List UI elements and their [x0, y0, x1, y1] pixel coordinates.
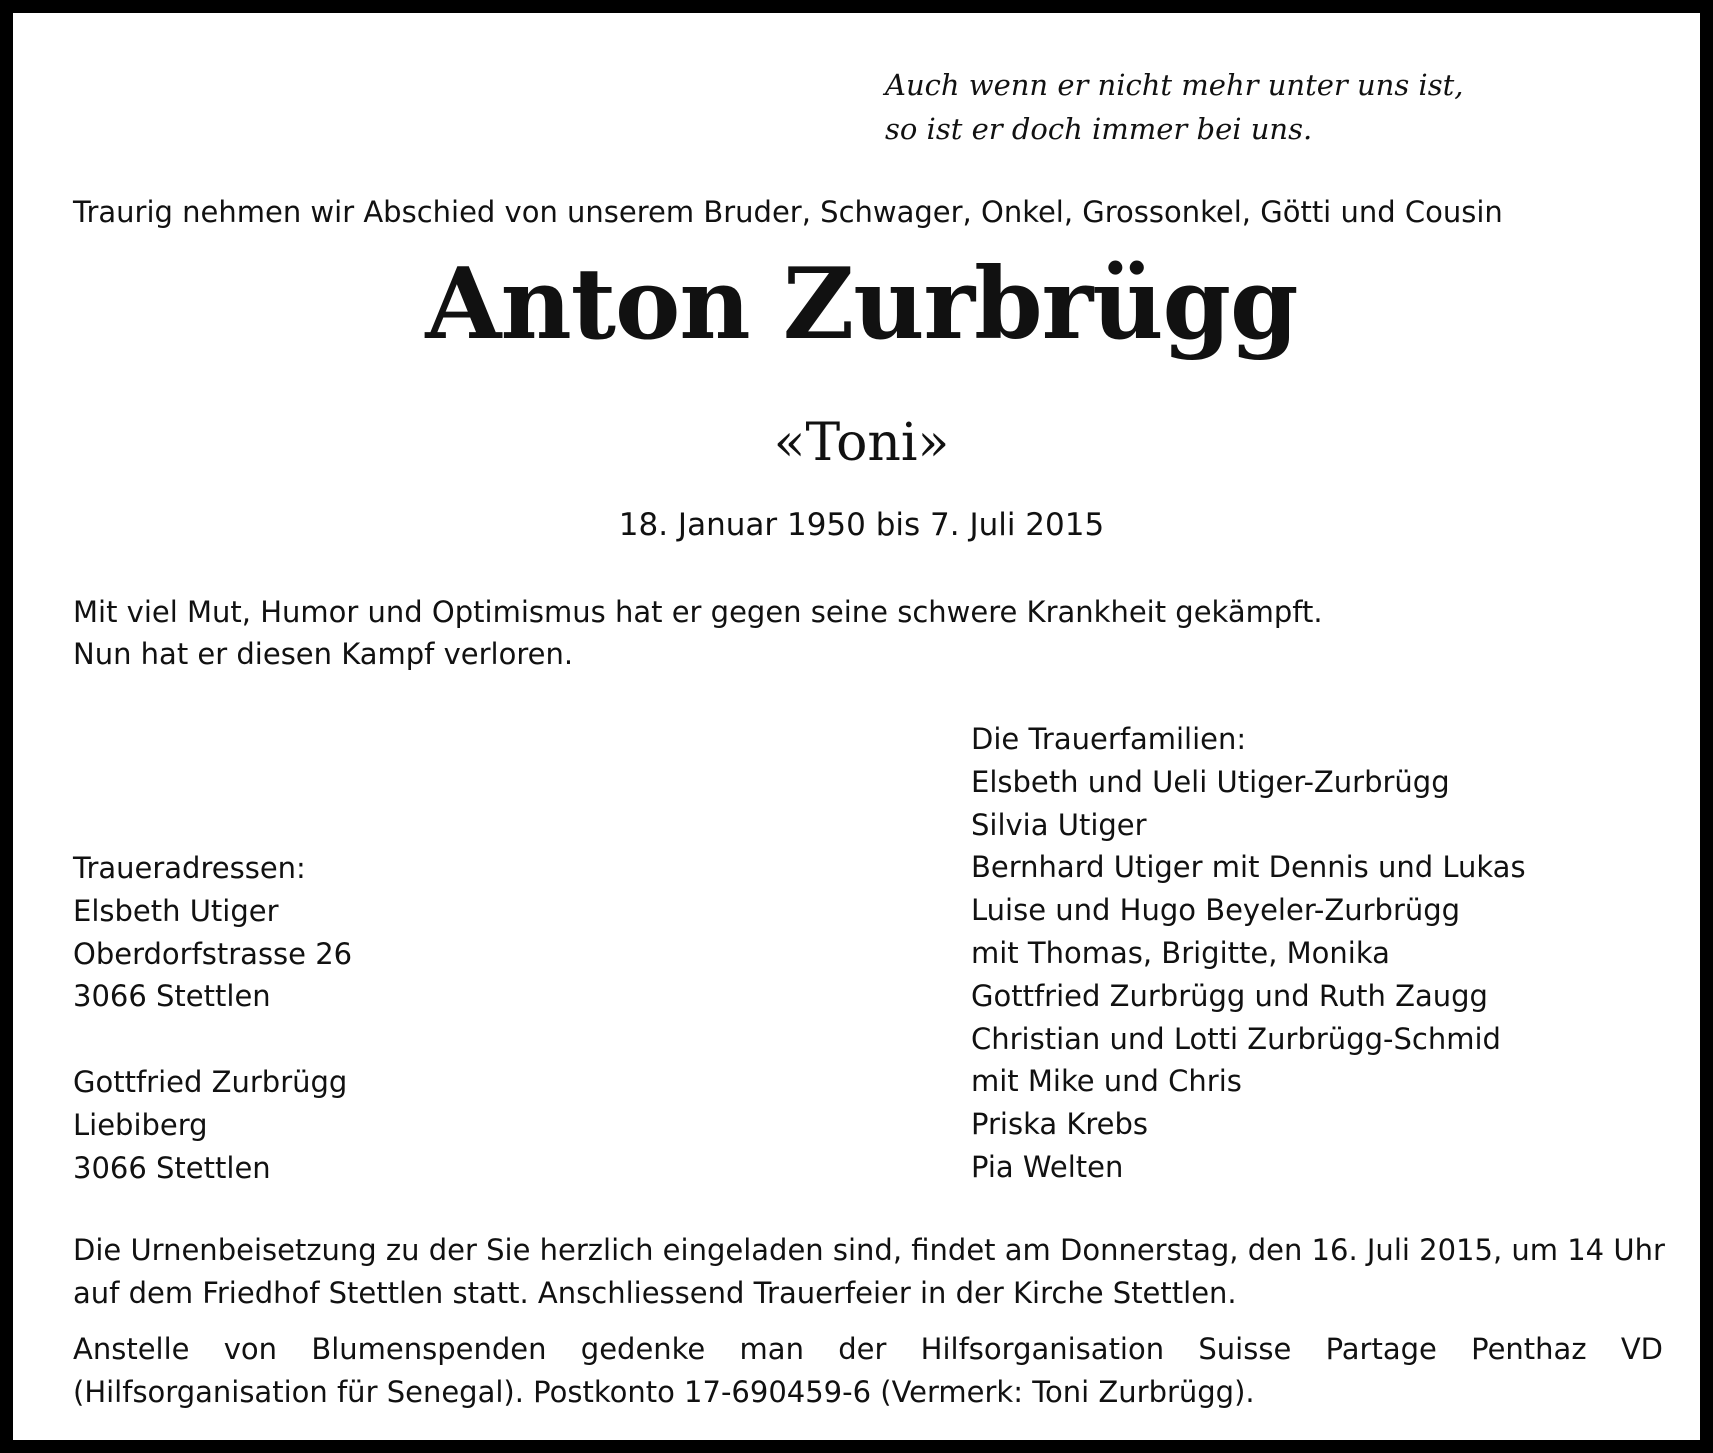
intro-text: Traurig nehmen wir Abschied von unserem Bruder, Schwager, Onkel, Grossonkel, Götti und Cousin — [73, 195, 1503, 229]
address-line: 3066 Stettlen — [73, 1150, 271, 1185]
family-line: Pia Welten — [971, 1149, 1124, 1184]
burial-line-1: Die Urnenbeisetzung zu der Sie herzlich eingeladen sind, findet am Donnerstag, den 16. Juli 2015, um 14 Uhr — [73, 1233, 1665, 1267]
motto-line-1: Auch wenn er nicht mehr unter uns ist, — [885, 68, 1464, 102]
families-heading: Die Trauerfamilien: — [971, 722, 1247, 756]
mourning-addresses — [73, 847, 352, 1190]
family-line: mit Thomas, Brigitte, Monika — [971, 935, 1390, 970]
family-line: Priska Krebs — [971, 1107, 1149, 1142]
family-line: mit Mike und Chris — [971, 1064, 1242, 1099]
tribute-line-2: Nun hat er diesen Kampf verloren. — [73, 637, 574, 671]
address-line: Gottfried Zurbrügg — [73, 1065, 348, 1100]
life-dates: 18. Januar 1950 bis 7. Juli 2015 — [618, 507, 1105, 543]
family-line: Elsbeth und Ueli Utiger-Zurbrügg — [971, 764, 1450, 799]
family-line: Gottfried Zurbrügg und Ruth Zaugg — [971, 978, 1488, 1013]
addresses-heading: Traueradressen: — [73, 851, 306, 885]
address-line: Elsbeth Utiger — [73, 893, 279, 928]
address-line: Oberdorfstrasse 26 — [73, 936, 353, 971]
mourning-families — [971, 718, 1526, 1189]
address-block-2 — [73, 1061, 352, 1189]
address-block-1 — [73, 847, 352, 1018]
family-line: Silvia Utiger — [971, 807, 1147, 842]
tribute-line-1: Mit viel Mut, Humor und Optimismus hat er gegen seine schwere Krankheit gekämpft. — [73, 595, 1323, 629]
deceased-name: Anton Zurbrügg — [425, 247, 1298, 362]
donation-line-2: (Hilfsorganisation für Senegal). Postkonto 17-690459-6 (Vermerk: Toni Zurbrügg). — [73, 1375, 1255, 1409]
motto-line-2: so ist er doch immer bei uns. — [885, 112, 1313, 146]
motto-quote — [885, 63, 1463, 151]
burial-notice — [73, 1229, 1663, 1315]
burial-line-2: auf dem Friedhof Stettlen statt. Anschliessend Trauerfeier in der Kirche Stettlen. — [73, 1276, 1237, 1310]
address-line: Liebiberg — [73, 1107, 208, 1142]
address-line: 3066 Stettlen — [73, 979, 271, 1014]
donation-notice — [73, 1328, 1663, 1414]
deceased-nickname: «Toni» — [773, 413, 950, 473]
address-spacer — [73, 1018, 352, 1061]
family-line: Christian und Lotti Zurbrügg-Schmid — [971, 1021, 1501, 1056]
family-line: Bernhard Utiger mit Dennis und Lukas — [971, 850, 1526, 885]
tribute-paragraph — [73, 591, 1323, 675]
donation-line-1: Anstelle von Blumenspenden gedenke man der Hilfsorganisation Suisse Partage Penthaz VD — [73, 1332, 1663, 1366]
family-line: Luise und Hugo Beyeler-Zurbrügg — [971, 893, 1461, 928]
